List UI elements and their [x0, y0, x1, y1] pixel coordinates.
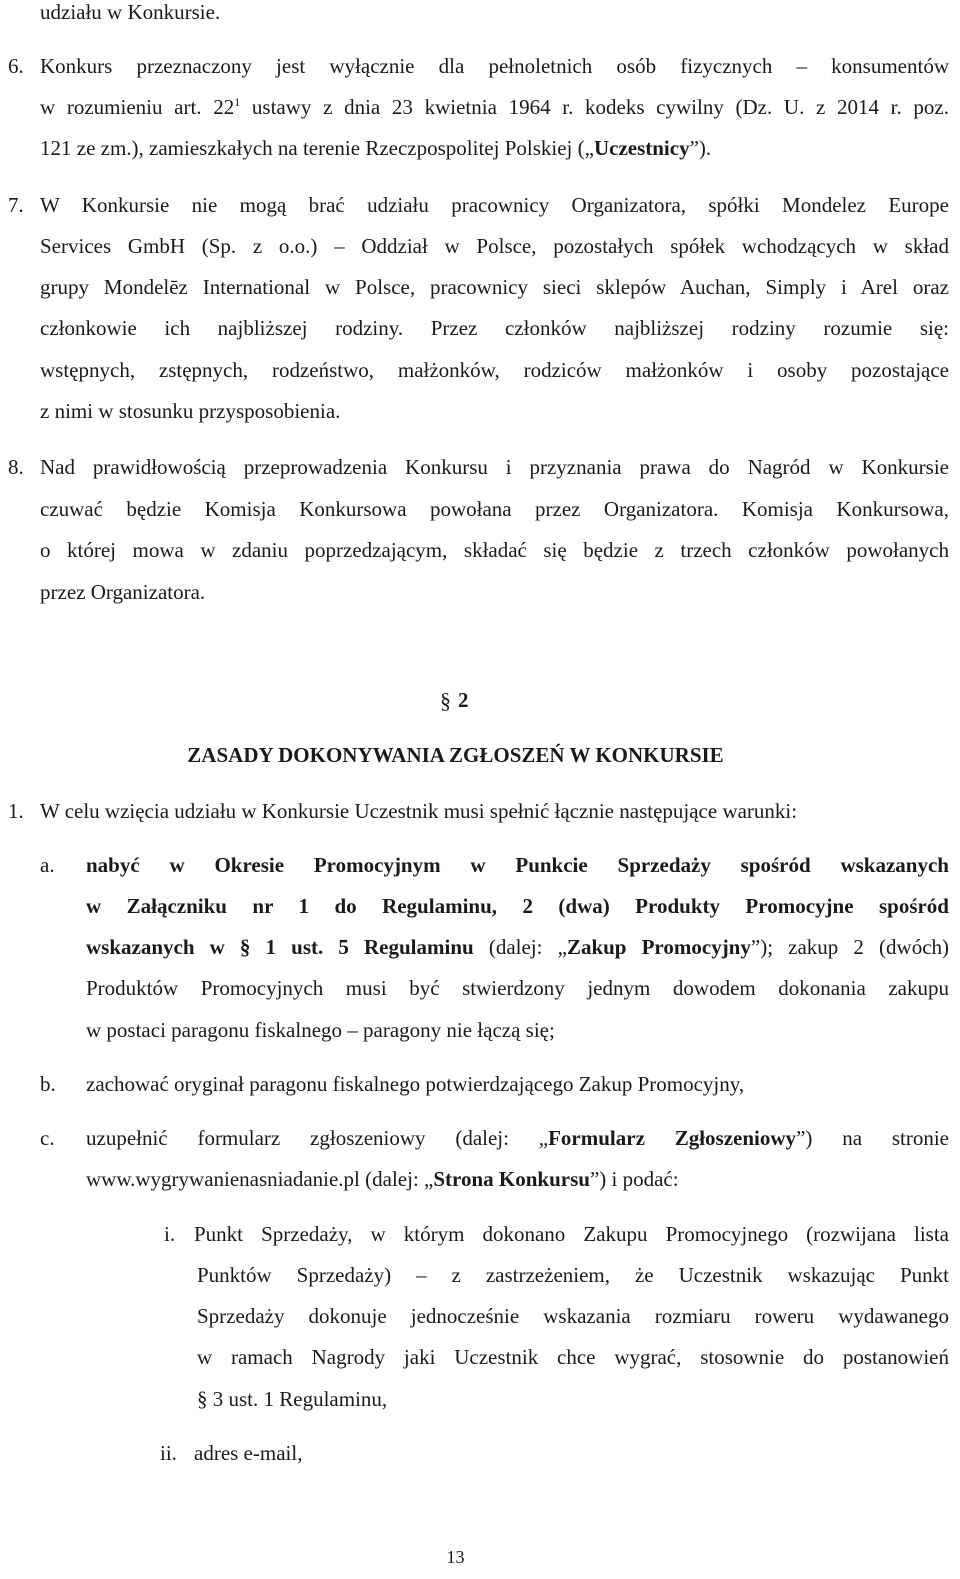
- paragraph-line: wstępnych, zstępnych, rodzeństwo, małżonków, rodziców małżonków i osoby pozostające: [40, 358, 949, 382]
- item-roman: ii.: [160, 1441, 177, 1465]
- paragraph-line: § 3 ust. 1 Regulaminu,: [197, 1387, 388, 1411]
- paragraph-line: Konkurs przeznaczony jest wyłącznie dla pełnoletnich osób fizycznych – konsumentów: [40, 54, 949, 78]
- item-number: 1.: [8, 799, 24, 823]
- paragraph-line: W celu wzięcia udziału w Konkursie Uczestnik musi spełnić łącznie następujące warunki:: [40, 799, 798, 823]
- paragraph-line: z nimi w stosunku przysposobienia.: [40, 399, 341, 423]
- paragraph-line: zachować oryginał paragonu fiskalnego potwierdzającego Zakup Promocyjny,: [86, 1072, 745, 1096]
- item-letter: a.: [40, 853, 55, 877]
- paragraph-line: grupy Mondelēz International w Polsce, pracownicy sieci sklepów Auchan, Simply i Arel oraz: [40, 275, 949, 299]
- item-number: 6.: [8, 54, 24, 78]
- paragraph-line: o której mowa w zdaniu poprzedzającym, składać się będzie z trzech członków powołanych: [40, 538, 949, 562]
- paragraph-line: w ramach Nagrody jaki Uczestnik chce wygrać, stosownie do postanowień: [197, 1345, 949, 1369]
- paragraph-line: uzupełnić formularz zgłoszeniowy (dalej: „Formularz Zgłoszeniowy”) na stronie: [86, 1126, 949, 1150]
- paragraph-line: w postaci paragonu fiskalnego – paragony nie łączą się;: [86, 1018, 555, 1042]
- section-heading: ZASADY DOKONYWANIA ZGŁOSZEŃ W KONKURSIE: [187, 743, 724, 767]
- paragraph-line: czuwać będzie Komisja Konkursowa powołana przez Organizatora. Komisja Konkursowa,: [40, 497, 949, 521]
- section-sign: §: [440, 688, 451, 713]
- paragraph-line: nabyć w Okresie Promocyjnym w Punkcie Sprzedaży spośród wskazanych: [86, 853, 949, 877]
- paragraph-line: wskazanych w § 1 ust. 5 Regulaminu (dalej: „Zakup Promocyjny”); zakup 2 (dwóch): [86, 935, 950, 959]
- item-roman: i.: [164, 1222, 176, 1246]
- paragraph-line: udziału w Konkursie.: [40, 0, 221, 24]
- paragraph-line: Punkt Sprzedaży, w którym dokonano Zakupu Promocyjnego (rozwijana lista: [194, 1222, 949, 1246]
- item-letter: b.: [40, 1072, 56, 1096]
- paragraph-line: członkowie ich najbliższej rodziny. Przez członków najbliższej rodziny rozumie się:: [40, 316, 949, 340]
- paragraph-line: przez Organizatora.: [40, 580, 206, 604]
- section-number: 2: [458, 688, 469, 712]
- paragraph-line: adres e-mail,: [194, 1441, 303, 1465]
- paragraph-line: Produktów Promocyjnych musi być stwierdzony jednym dowodem dokonania zakupu: [86, 976, 949, 1000]
- paragraph-line: Sprzedaży dokonuje jednocześnie wskazania rozmiaru roweru wydawanego: [197, 1304, 949, 1328]
- paragraph-line: w Załączniku nr 1 do Regulaminu, 2 (dwa) Produkty Promocyjne spośród: [86, 894, 949, 918]
- paragraph-line: w rozumieniu art. $22^1$ ustawy z dnia 23 kwietnia 1964 r. kodeks cywilny (Dz. U. z 2014 r. poz.: [40, 95, 949, 119]
- paragraph-line: Punktów Sprzedaży) – z zastrzeżeniem, że Uczestnik wskazując Punkt: [197, 1263, 949, 1287]
- paragraph-line: W Konkursie nie mogą brać udziału pracownicy Organizatora, spółki Mondelez Europe: [40, 193, 949, 217]
- paragraph-line: www.wygrywanienasniadanie.pl (dalej: „Strona Konkursu”) i podać:: [86, 1167, 679, 1191]
- item-number: 7.: [8, 193, 24, 217]
- page-number: 13: [446, 1547, 465, 1567]
- paragraph-line: 121 ze zm.), zamieszkałych na terenie Rzeczpospolitej Polskiej („Uczestnicy”).: [40, 136, 712, 160]
- paragraph-line: Nad prawidłowością przeprowadzenia Konkursu i przyznania prawa do Nagród w Konkursie: [40, 455, 949, 479]
- item-number: 8.: [8, 455, 24, 479]
- paragraph-line: Services GmbH (Sp. z o.o.) – Oddział w Polsce, pozostałych spółek wchodzących w skład: [40, 234, 949, 258]
- item-letter: c.: [40, 1126, 55, 1150]
